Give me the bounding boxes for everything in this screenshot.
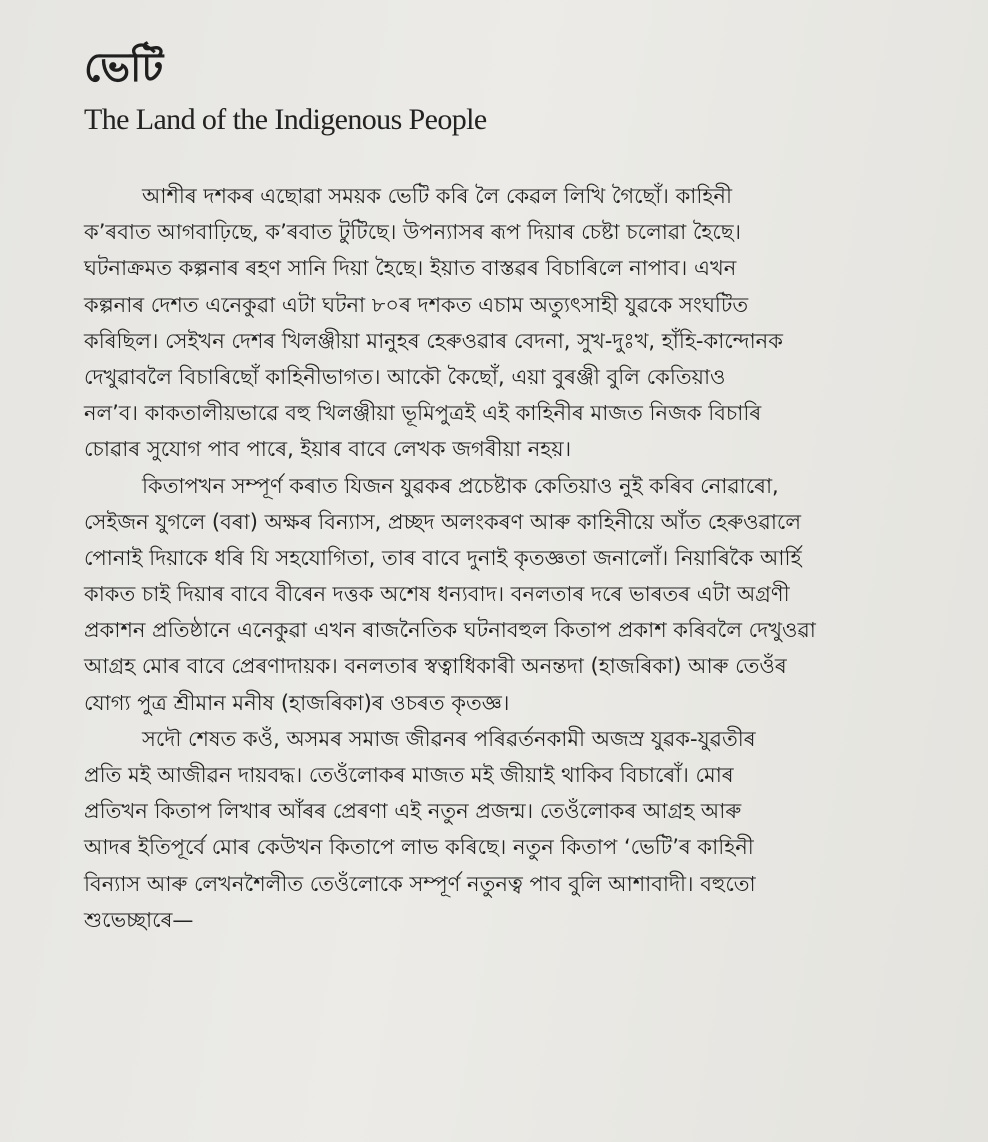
text-line: প্ৰতিখন কিতাপ লিখাৰ আঁৰৰ প্ৰেৰণা এই নতুন প্ৰজন্ম। তেওঁলোকৰ আগ্ৰহ আৰু xyxy=(84,799,742,824)
text-line: কল্পনাৰ দেশত এনেকুৱা এটা ঘটনা ৮০ৰ দশকত এচাম অত্যুৎসাহী যুৱকে সংঘটিত xyxy=(84,292,749,317)
text-line: নল’ব। কাকতালীয়ভাৱে বহু খিলঞ্জীয়া ভূমিপুত্ৰই এই কাহিনীৰ মাজত নিজক বিচাৰি xyxy=(84,401,762,426)
page-subtitle: The Land of the Indigenous People xyxy=(84,103,487,136)
text-line: যোগ্য পুত্ৰ শ্ৰীমান মনীষ (হাজৰিকা)ৰ ওচৰত কৃতজ্ঞ। xyxy=(84,690,510,715)
text-line: কাকত চাই দিয়াৰ বাবে বীৰেন দত্তক অশেষ ধন্যবাদ। বনলতাৰ দৰে ভাৰতৰ এটা অগ্ৰণী xyxy=(84,582,790,607)
text-line: বিন্যাস আৰু লেখনশৈলীত তেওঁলোকে সম্পূৰ্ণ নতুনত্ব পাব বুলি আশাবাদী। বহুতো xyxy=(84,871,756,896)
text-line: আদৰ ইতিপূৰ্বে মোৰ কেউখন কিতাপে লাভ কৰিছে। নতুন কিতাপ ‘ভেটি’ৰ কাহিনী xyxy=(84,835,754,860)
text-line: আশীৰ দশকৰ এছোৱা সময়ক ভেটি কৰি লৈ কেৱল লিখি গৈছোঁ। কাহিনী xyxy=(142,184,732,208)
text-line: দেখুৱাবলৈ বিচাৰিছোঁ কাহিনীভাগত। আকৌ কৈছোঁ, এয়া বুৰঞ্জী বুলি কেতিয়াও xyxy=(84,364,726,389)
text-line: কৰিছিল। সেইখন দেশৰ খিলঞ্জীয়া মানুহৰ হেৰুওৱাৰ বেদনা, সুখ-দুঃখ, হাঁহি-কান্দোনক xyxy=(84,328,783,353)
text-line: সেইজন যুগলে (বৰা) অক্ষৰ বিন্যাস, প্ৰচ্ছদ অলংকৰণ আৰু কাহিনীয়ে আঁত হেৰুওৱালে xyxy=(84,509,802,534)
text-line: শুভেচ্ছাৰে— xyxy=(84,907,194,932)
page-content xyxy=(84,40,934,938)
text-line: ঘটনাক্ৰমত কল্পনাৰ ৰহণ সানি দিয়া হৈছে। ইয়াত বাস্তৱৰ বিচাৰিলে নাপাব। এখন xyxy=(84,256,737,281)
body-text xyxy=(84,178,934,938)
page-title: ভেটি xyxy=(84,45,164,91)
text-line: প্ৰকাশন প্ৰতিষ্ঠানে এনেকুৱা এখন ৰাজনৈতিক ঘটনাবহুল কিতাপ প্ৰকাশ কৰিবলৈ দেখুওৱা xyxy=(84,618,816,643)
text-line: আগ্ৰহ মোৰ বাবে প্ৰেৰণাদায়ক। বনলতাৰ স্বত্বাধিকাৰী অনন্তদা (হাজৰিকা) আৰু তেওঁৰ xyxy=(84,654,787,679)
text-line: কিতাপখন সম্পূৰ্ণ কৰাত যিজন যুৱকৰ প্ৰচেষ্টাক কেতিয়াও নুই কৰিব নোৱাৰো, xyxy=(142,473,779,498)
text-line: পোনাই দিয়াকে ধৰি যি সহযোগিতা, তাৰ বাবে দুনাই কৃতজ্ঞতা জনালোঁ। নিয়াৰিকৈ আৰ্হি xyxy=(84,545,802,570)
text-line: চোৱাৰ সুযোগ পাব পাৰে, ইয়াৰ বাবে লেখক জগৰীয়া নহয়। xyxy=(84,437,572,462)
text-line: সদৌ শেষত কওঁ, অসমৰ সমাজ জীৱনৰ পৰিৱৰ্তনকামী অজস্ৰ যুৱক-যুৱতীৰ xyxy=(142,726,756,751)
text-line: প্ৰতি মই আজীৱন দায়বদ্ধ। তেওঁলোকৰ মাজত মই জীয়াই থাকিব বিচাৰোঁ। মোৰ xyxy=(84,763,734,787)
text-line: ক’ৰবাত আগবাঢ়িছে, ক’ৰবাত টুটিছে। উপন্যাসৰ ৰূপ দিয়াৰ চেষ্টা চলোৱা হৈছে। xyxy=(84,220,742,245)
